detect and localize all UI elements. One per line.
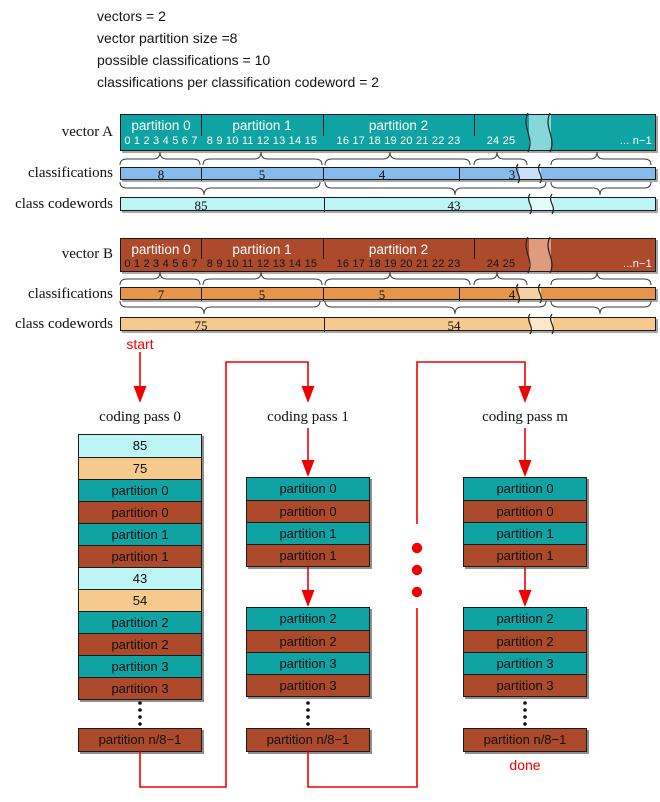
stack-box: partition 1: [464, 522, 586, 544]
stack-box: partition 0: [79, 501, 201, 523]
stack-box: partition 1: [79, 545, 201, 567]
classifications-a-bar: [120, 167, 656, 180]
stack-box: partition 1: [247, 544, 369, 566]
vector-b-bar: [120, 238, 656, 272]
partition-divider: [201, 239, 202, 259]
codeword-value: 54: [447, 318, 461, 333]
cell-divider: [323, 288, 324, 301]
stack-box: 43: [79, 567, 201, 589]
stack-box: partition 0: [464, 478, 586, 500]
classification-value: 4: [378, 167, 386, 182]
coding-pass-0-stack: [78, 434, 202, 700]
cell-divider: [459, 168, 460, 181]
stack-box: partition 3: [79, 677, 201, 699]
index-range: 0 1 2 3 4 5 6 7: [124, 258, 198, 270]
bar-break: [519, 288, 541, 299]
classification-value: 5: [258, 287, 266, 302]
partition-label: partition 2: [368, 242, 429, 257]
stack-box: partition 2: [79, 633, 201, 655]
coding-pass-m-group-1: [463, 477, 587, 567]
cell-divider: [324, 318, 325, 332]
classification-value: 8: [157, 167, 165, 182]
cell-divider: [201, 168, 202, 181]
classification-value: 4: [508, 287, 516, 302]
coding-pass-1-group-2: [246, 607, 370, 697]
codewords-b-bar: [120, 317, 656, 331]
vector-a-bar: [120, 114, 656, 151]
stack-box: partition 1: [464, 544, 586, 566]
coding-pass-1-title: coding pass 1: [267, 409, 349, 425]
partition-divider: [323, 239, 324, 259]
partition-divider: [474, 239, 475, 259]
cell-divider: [201, 288, 202, 301]
coding-pass-1-group-1: [246, 477, 370, 567]
stack-box: 75: [79, 457, 201, 479]
stack-box: partition 1: [79, 523, 201, 545]
stack-box: partition 2: [464, 630, 586, 652]
cell-divider: [459, 288, 460, 301]
bar-break: [519, 168, 541, 179]
vector-b-label: vector B: [61, 246, 113, 262]
stack-box: partition 3: [79, 655, 201, 677]
stack-box: partition 0: [247, 500, 369, 522]
codewords-a-label: class codewords: [15, 196, 113, 212]
index-range: 24 25: [486, 135, 516, 147]
stack-box: partition 3: [464, 652, 586, 674]
coding-pass-0-tail: [78, 728, 202, 752]
bar-break: [531, 318, 553, 330]
bar-break: [529, 239, 551, 271]
coding-pass-m-title: coding pass m: [482, 409, 568, 425]
classifications-b-label: classifications: [28, 286, 113, 302]
param-partition-size: vector partition size =8: [97, 30, 238, 46]
partition-divider: [201, 115, 202, 136]
partition-label: partition 0: [131, 242, 191, 257]
partition-divider: [474, 115, 475, 136]
vector-a-label: vector A: [61, 124, 113, 140]
stack-box: partition 0: [247, 478, 369, 500]
stack-box: partition 3: [247, 674, 369, 696]
stack-box: partition n/8−1: [464, 729, 586, 751]
coding-pass-m-group-2: [463, 607, 587, 697]
codeword-value: 43: [447, 198, 461, 213]
cell-divider: [324, 198, 325, 212]
stack-box: partition 3: [464, 674, 586, 696]
index-range: 24 25: [486, 258, 516, 270]
partition-label: partition 1: [232, 242, 292, 257]
bar-break: [529, 115, 551, 150]
stack-box: partition 3: [247, 652, 369, 674]
bar-break: [531, 198, 553, 210]
stack-box: partition 2: [464, 608, 586, 630]
codeword-value: 85: [194, 198, 208, 213]
index-range: 16 17 18 19 20 21 22 23: [336, 258, 461, 270]
codewords-b-label: class codewords: [15, 316, 113, 332]
stack-box: partition 1: [247, 522, 369, 544]
partition-divider: [323, 115, 324, 136]
start-label: start: [126, 336, 154, 352]
coding-pass-1-tail: [246, 728, 370, 752]
stack-box: partition n/8−1: [247, 729, 369, 751]
classification-value: 5: [378, 287, 386, 302]
coding-pass-0-title: coding pass 0: [99, 409, 181, 425]
partition-label: partition 2: [368, 118, 429, 133]
classifications-a-label: classifications: [28, 165, 113, 181]
stack-box: partition 2: [247, 630, 369, 652]
classifications-b-bar: [120, 287, 656, 300]
param-vectors: vectors = 2: [97, 8, 166, 24]
param-possible-classifications: possible classifications = 10: [97, 52, 271, 68]
classification-value: 5: [258, 167, 266, 182]
codewords-a-bar: [120, 197, 656, 211]
codeword-value: 75: [194, 318, 208, 333]
done-label: done: [509, 757, 541, 773]
stack-box: partition 0: [464, 500, 586, 522]
coding-pass-m-tail: [463, 728, 587, 752]
stack-box: partition 0: [79, 479, 201, 501]
stack-box: 54: [79, 589, 201, 611]
index-tail: ... n−1: [619, 135, 652, 147]
partition-label: partition 1: [232, 118, 292, 133]
index-range: 16 17 18 19 20 21 22 23: [336, 135, 461, 147]
classification-value: 7: [157, 287, 165, 302]
cell-divider: [323, 168, 324, 181]
param-classifications-per-codeword: classifications per classification codeword = 2: [97, 74, 380, 90]
index-range: 8 9 10 11 12 13 14 15: [206, 258, 318, 270]
stack-box: partition n/8−1: [79, 729, 201, 751]
stack-box: partition 2: [79, 611, 201, 633]
stack-box: 85: [79, 435, 201, 457]
stack-box: partition 2: [247, 608, 369, 630]
partition-label: partition 0: [131, 118, 191, 133]
index-tail: ...n−1: [622, 258, 652, 270]
index-range: 8 9 10 11 12 13 14 15: [206, 135, 318, 147]
index-range: 0 1 2 3 4 5 6 7: [124, 135, 198, 147]
classification-value: 3: [508, 167, 516, 182]
